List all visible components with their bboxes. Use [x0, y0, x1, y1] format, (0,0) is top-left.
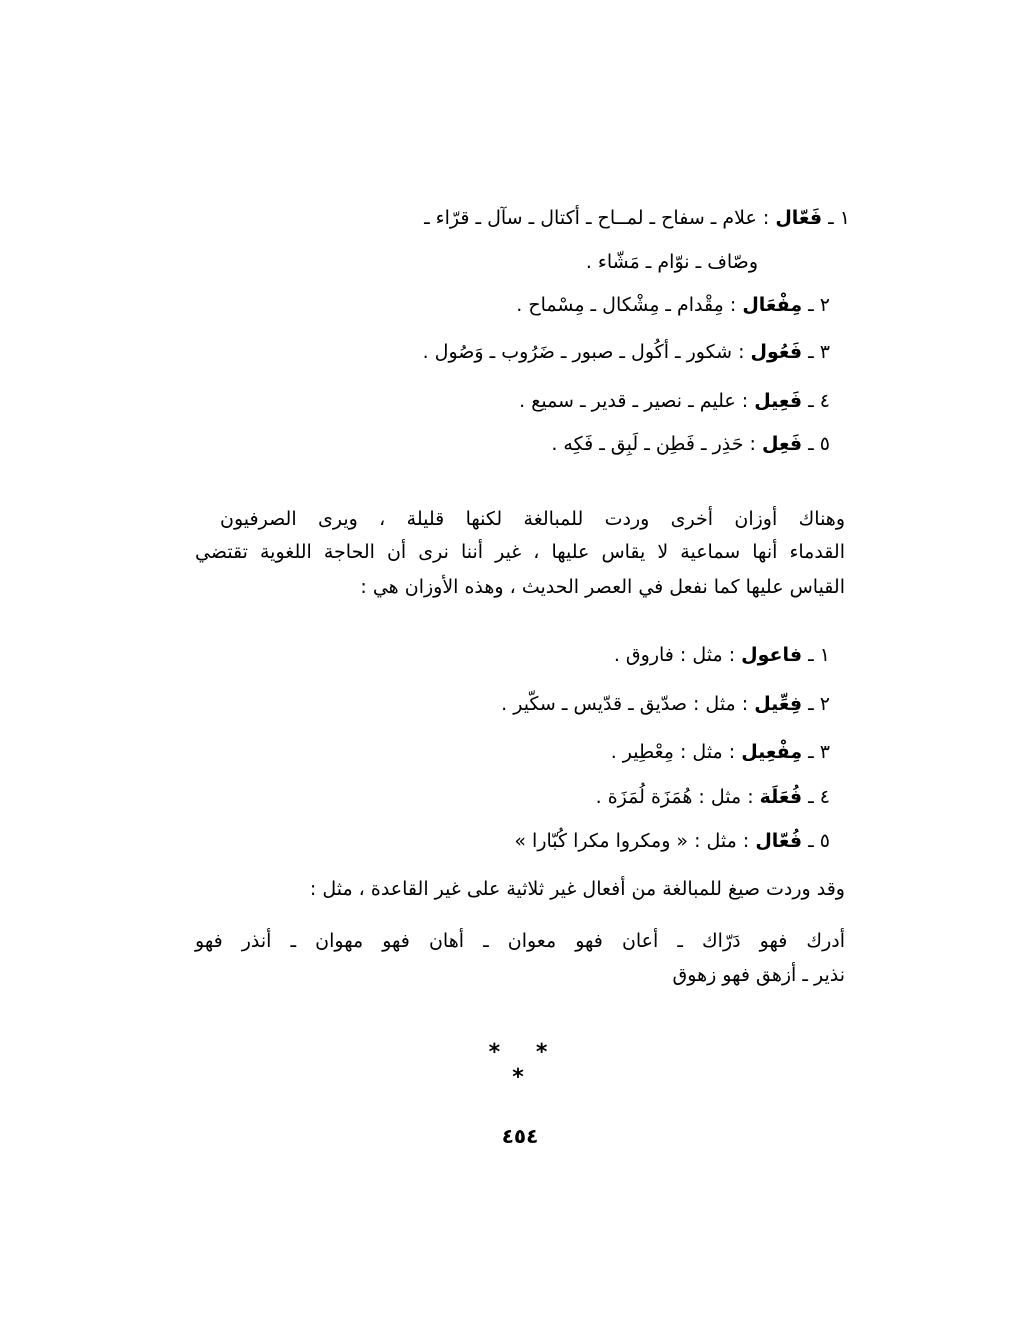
list-item-3 — [210, 337, 830, 367]
list-item-b5 — [370, 826, 830, 856]
list-item-1-line1 — [190, 203, 850, 233]
examples-text: : مثل : مِعْطِير . — [610, 741, 736, 763]
item-dash: ـ — [808, 294, 814, 316]
list-item-b1 — [370, 640, 830, 670]
item-dash: ـ — [808, 786, 814, 808]
item-number: ٣ — [819, 341, 830, 363]
examples-text: : مثل : « ومكروا مكرا كُبّارا » — [514, 830, 750, 852]
pattern-label: مِفْعِيل — [741, 741, 803, 763]
paragraph-line-2: القدماء أنها سماعية لا يقاس عليها ، غير أننا نرى أن الحاجة اللغوية تقتضي — [195, 541, 845, 563]
item-dash: ـ — [808, 741, 814, 763]
pattern-label: فُعَلَة — [759, 786, 803, 808]
item-dash: ـ — [828, 207, 834, 229]
list-item-4 — [370, 386, 830, 416]
page-number: ٤٥٤ — [501, 1124, 539, 1148]
item-dash: ـ — [808, 693, 814, 715]
item-number: ٢ — [819, 693, 830, 715]
paragraph-examples-line-1: أدرك فهو دَرّاك ـ أعان فهو معوان ـ أهان فهو مهوان ـ أنذر فهو — [195, 930, 845, 952]
pattern-label: فَعِل — [761, 433, 803, 455]
examples-text: : مثل : هُمَزَة لُمَزَة . — [595, 786, 754, 808]
examples-text: : مثل : فاروق . — [613, 644, 736, 666]
pattern-label: فاعول — [741, 644, 803, 666]
item-number: ١ — [839, 207, 850, 229]
item-number: ٤ — [819, 786, 830, 808]
examples-text: : شكور ـ أكُول ـ صبور ـ ضَرُوب ـ وَصُول . — [422, 341, 745, 363]
item-dash: ـ — [808, 433, 814, 455]
pattern-label: فَعِيل — [754, 390, 803, 412]
item-number: ١ — [819, 644, 830, 666]
paragraph-line-3: القياس عليها كما نفعل في العصر الحديث ، وهذه الأوزان هي : — [360, 576, 845, 598]
item-number: ٥ — [819, 830, 830, 852]
paragraph-line-1: وهناك أوزان أخرى وردت للمبالغة لكنها قليلة ، ويرى الصرفيون — [220, 508, 845, 530]
pattern-label: مِفْعَال — [742, 294, 803, 316]
list-item-b3 — [370, 737, 830, 767]
list-item-1-line2 — [258, 247, 758, 277]
list-item-2 — [230, 290, 830, 320]
item-number: ٤ — [819, 390, 830, 412]
list-item-b4 — [370, 782, 830, 812]
item-dash: ـ — [808, 830, 814, 852]
section-separator: * * * — [488, 1040, 562, 1090]
item-number: ٣ — [819, 741, 830, 763]
pattern-label: فُعّال — [755, 830, 803, 852]
examples-text: : مِقْدام ـ مِشْكال ـ مِسْماح . — [516, 294, 737, 316]
pattern-label: فَعّال — [775, 207, 823, 229]
item-dash: ـ — [808, 390, 814, 412]
list-item-5 — [370, 429, 830, 459]
examples-text: : علام ـ سفاح ـ لمــاح ـ أكتال ـ سآل ـ قرّاء ـ — [424, 207, 770, 229]
item-number: ٥ — [819, 433, 830, 455]
examples-text-cont: وصّاف ـ نوّام ـ مَشّاء . — [585, 251, 758, 273]
pattern-label: فَعُول — [750, 341, 803, 363]
paragraph-irregular-intro: وقد وردت صيغ للمبالغة من أفعال غير ثلاثية على غير القاعدة ، مثل : — [309, 878, 845, 900]
item-dash: ـ — [808, 341, 814, 363]
item-dash: ـ — [808, 644, 814, 666]
item-number: ٢ — [819, 294, 830, 316]
examples-text: : عليم ـ نصير ـ قدير ـ سميع . — [519, 390, 749, 412]
examples-text: : مثل : صدّيق ـ قدّيس ـ سكّير . — [501, 693, 749, 715]
pattern-label: فِعِّيل — [754, 693, 803, 715]
examples-text: : حَذِر ـ فَطِن ـ لَبِق ـ فَكِه . — [551, 433, 756, 455]
paragraph-examples-line-2: نذير ـ أزهق فهو زهوق — [672, 964, 845, 986]
list-item-b2 — [370, 689, 830, 719]
